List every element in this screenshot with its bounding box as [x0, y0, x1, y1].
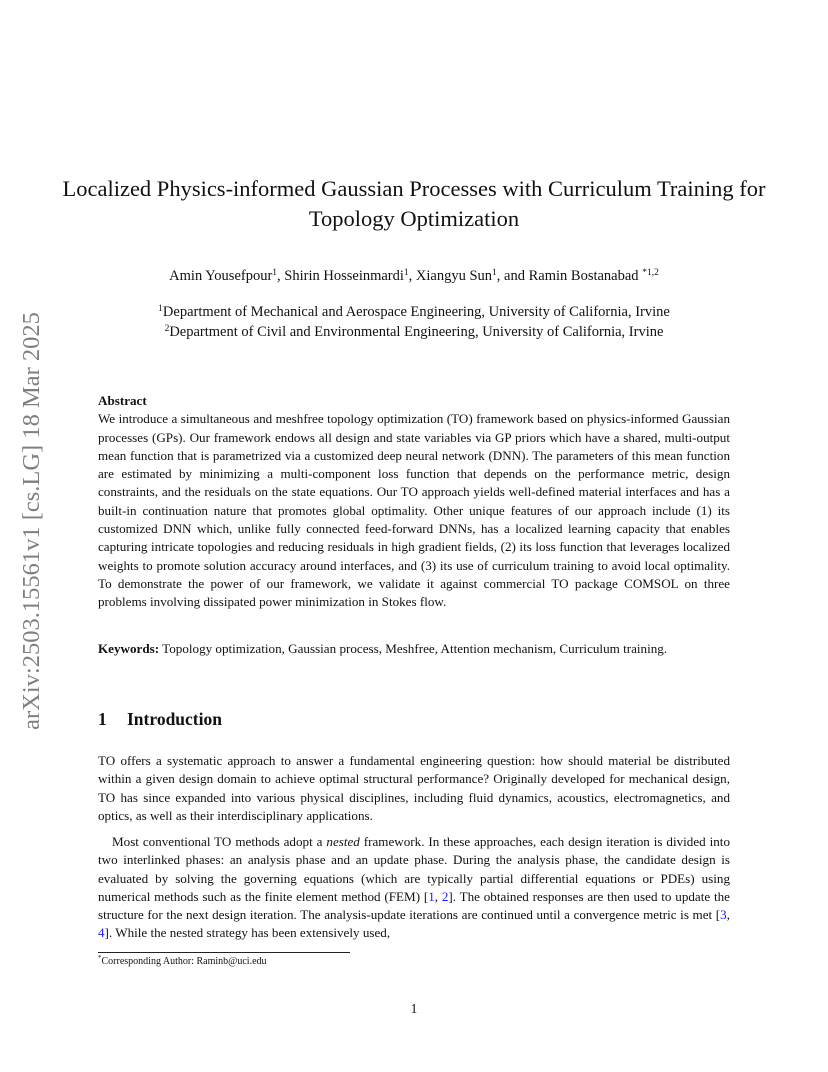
page-number: 1 — [410, 1001, 418, 1016]
abstract — [98, 392, 730, 612]
author-name: Xiangyu Sun — [415, 268, 493, 284]
footnote-mark: * — [98, 954, 102, 962]
author-superscript: 1 — [272, 268, 278, 278]
footnote-text: Corresponding Author: Raminb@uci.edu — [101, 956, 267, 967]
author-list: Amin Yousefpour$^1$, Shirin Hosseinmardi$^1$, Xiangyu Sun$^1$, and Ramin Bostanabad $^{*1,2}$ — [169, 268, 659, 284]
author-name: Ramin Bostanabad — [528, 268, 639, 284]
keywords-heading: Keywords: — [98, 641, 160, 656]
affiliation-2: $^2$Department of Civil and Environmental Engineering, University of California, Irvine — [164, 324, 664, 340]
citation-link-2[interactable]: 2 — [441, 888, 449, 904]
emphasis-nested: nested — [326, 834, 360, 849]
keywords-text: Topology optimization, Gaussian process, Meshfree, Attention mechanism, Curriculum training. — [162, 641, 668, 656]
citation-link-1[interactable]: 1 — [428, 888, 435, 904]
footnote-divider — [98, 952, 350, 953]
citation-link-4[interactable]: 4 — [98, 925, 105, 941]
section-title: Introduction — [127, 709, 222, 729]
intro-paragraph-2: Most conventional TO methods adopt a nested framework. In these approaches, each design iteration is divided into two interlinked phases: an analysis phase and an update phase. During the analysis phase, the candidate design is evaluated by solving the governing equations (which are typically partial differential equations or PDEs) using numerical methods such as the finite element method (FEM) [1, 2]. The obtained responses are then used to update the structure for the next design iteration. The analysis-update iterations are continued until a convergence metric is met [3, 4]. While the nested strategy has been extensively used, — [98, 834, 730, 941]
affiliation-1: $^1$Department of Mechanical and Aerospace Engineering, University of California, Irvine — [158, 304, 670, 320]
arxiv-stamp-text: arXiv:2503.15561v1 [cs.LG] 18 Mar 2025 — [18, 311, 45, 730]
section-heading-introduction — [98, 708, 222, 730]
author-name: Amin Yousefpour — [169, 268, 273, 284]
intro-paragraph-1: TO offers a systematic approach to answer a fundamental engineering question: how should material be distributed within a given design domain to achieve optimal structural performance? Originally developed for mechanical design, TO has since expanded into various physical disciplines, including fluid dynamics, acoustics, electromagnetics, and optics, as well as their interdisciplinary applications. — [98, 753, 730, 823]
author-name: Shirin Hosseinmardi — [284, 268, 404, 284]
footnote — [98, 955, 267, 968]
citation-link-3[interactable]: 3 — [720, 907, 727, 923]
author-superscript: *1,2 — [642, 268, 659, 278]
author-superscript: 1 — [403, 268, 409, 278]
arxiv-stamp — [12, 283, 52, 758]
section-number: 1 — [98, 709, 107, 729]
abstract-text: We introduce a simultaneous and meshfree topology optimization (TO) framework based on physics-informed Gaussian processes (GPs). Our framework endows all design and state variables via GP priors which have a shared, multi-output mean function that is parametrized via a customized deep neural network (DNN). The parameters of this mean function are estimated by minimizing a multi-component loss function that depends on the performance metric, design constraints, and the residuals on the state equations. Our TO approach yields well-defined material interfaces and has a built-in continuation nature that promotes global optimality. Other unique features of our approach include (1) its customized DNN which, unlike fully connected feed-forward DNNs, has a localized learning capacity that enables capturing intricate topologies and reducing residuals in high gradient fields, (2) its loss function that leverages localized weights to promote solution accuracy around interfaces, and (3) its use of curriculum training to avoid local optimality. To demonstrate the power of our framework, we validate it against commercial TO package COMSOL on three problems involving dissipated power minimization in Stokes flow. — [98, 411, 730, 610]
keywords — [98, 640, 730, 658]
abstract-heading: Abstract — [98, 393, 147, 408]
author-superscript: 1 — [492, 268, 497, 278]
affiliations — [60, 302, 768, 342]
paper-title: Localized Physics-informed Gaussian Processes with Curriculum Training for Topology Optimization — [62, 176, 766, 231]
